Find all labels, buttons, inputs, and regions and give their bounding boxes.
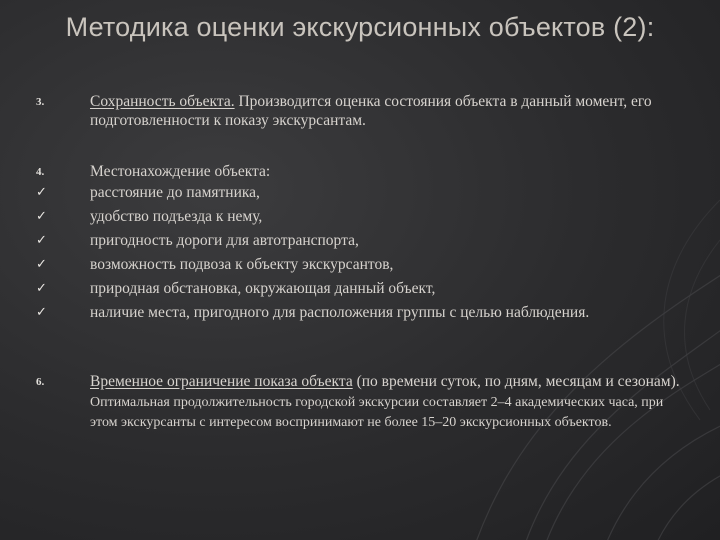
item-heading: Временное ограничение показа объекта — [90, 373, 353, 390]
item-number: 6. — [36, 376, 45, 388]
item-number: 3. — [36, 96, 45, 108]
item-number: 4. — [36, 166, 45, 178]
item-text — [90, 372, 680, 432]
item-heading: Сохранность объекта. — [90, 93, 235, 110]
item-heading-text: Местонахождение объекта: — [90, 163, 271, 180]
checkmark-icon: ✓ — [36, 305, 47, 320]
bullet-text: пригодность дороги для автотранспорта, — [90, 232, 359, 249]
checkmark-icon: ✓ — [36, 257, 47, 272]
bullet-text: наличие места, пригодного для расположения группы с целью наблюдения. — [90, 304, 590, 321]
item-text — [90, 92, 680, 130]
bullet-text: удобство подъезда к нему, — [90, 208, 263, 225]
checkmark-icon: ✓ — [36, 185, 47, 200]
checkmark-icon: ✓ — [36, 233, 47, 248]
item-description: (по времени суток, по дням, месяцам и сезонам). — [352, 373, 680, 390]
item-note: Оптимальная продолжительность городской экскурсии составляет 2–4 академических часа, при этом экскурсанты с интересом воспринимают не более 15–20 экскурсионных объектов. — [90, 395, 664, 430]
item-heading — [90, 162, 680, 181]
checkmark-icon: ✓ — [36, 209, 47, 224]
item-description: Производится оценка состояния объекта в данный момент, его подготовленности к показу экскурсантам. — [90, 93, 652, 129]
slide-title: Методика оценки экскурсионных объектов (2): — [65, 12, 655, 42]
bullet-text: природная обстановка, окружающая данный объект, — [90, 280, 436, 297]
checkmark-icon: ✓ — [36, 281, 47, 296]
bullet-text: возможность подвоза к объекту экскурсантов, — [90, 256, 394, 273]
bullet-text: расстояние до памятника, — [90, 184, 260, 201]
